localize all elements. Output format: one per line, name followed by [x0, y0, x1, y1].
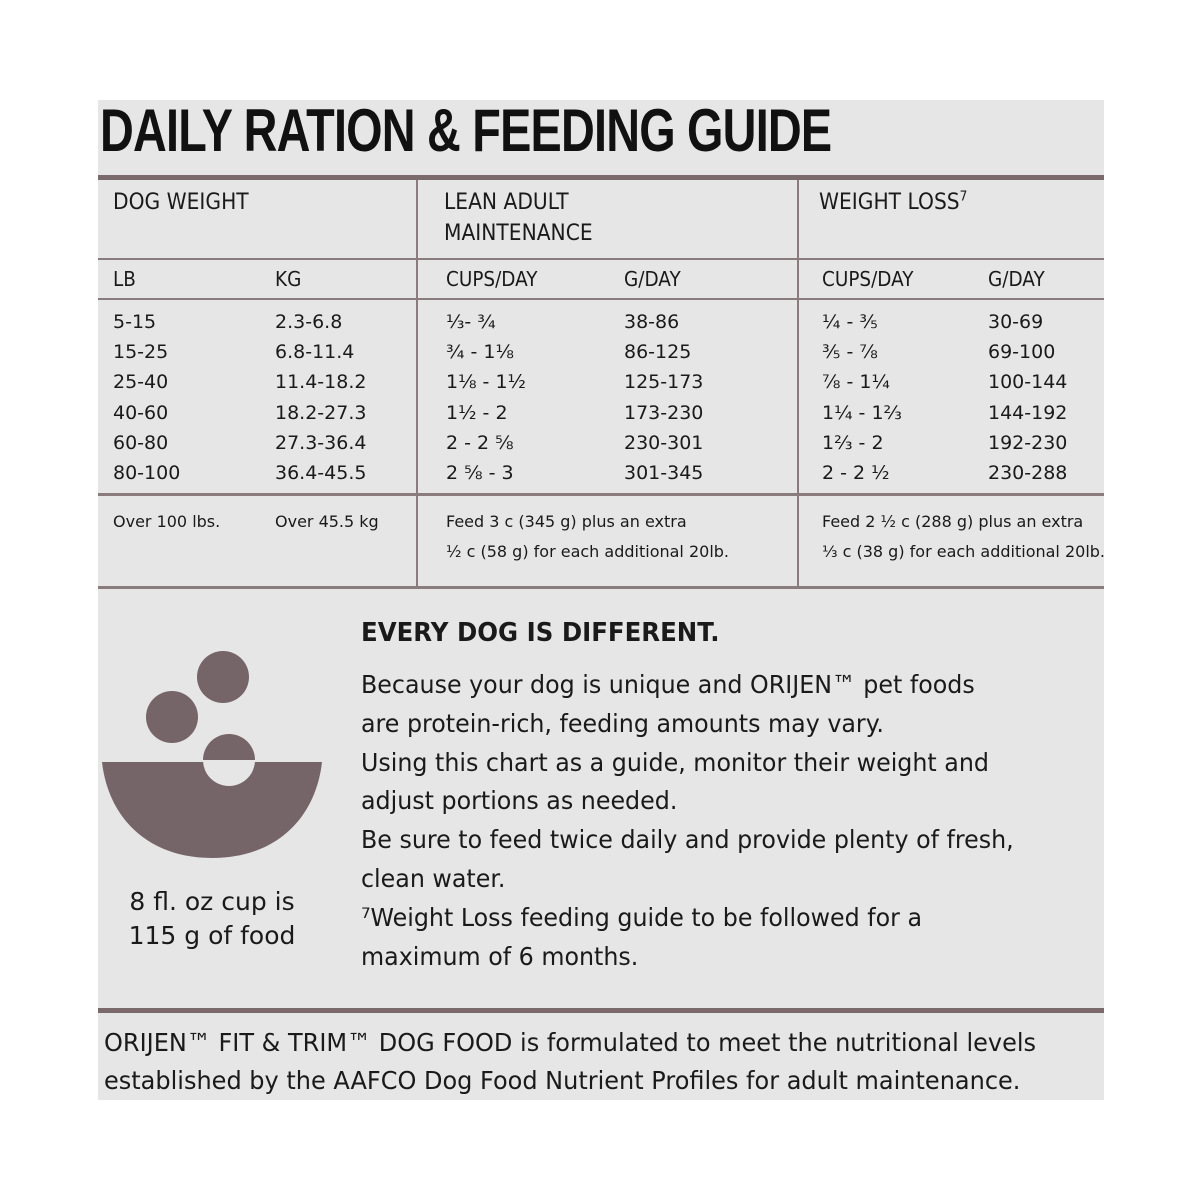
- footer-top-rule: [98, 1008, 1104, 1013]
- over-loss-cell: Feed 2 ½ c (288 g) plus an extra ⅓ c (38 g) for each additional 20lb.: [822, 512, 1105, 561]
- food-bowl-icon: [100, 648, 326, 862]
- kg-column: 2.3-6.8 6.8-11.4 11.4-18.2 18.2-27.3 27.3-36.4 36.4-45.5: [275, 311, 367, 485]
- kibble-top: [197, 651, 249, 703]
- lean-cups-column: ⅓- ¾ ¾ - 1⅛ 1⅛ - 1½ 1½ - 2 2 - 2 ⅝ 2 ⅝ - 3: [446, 311, 526, 485]
- info-line-8: maximum of 6 months.: [361, 941, 639, 971]
- data-rule: [98, 493, 1104, 496]
- over-lean-cell: Feed 3 c (345 g) plus an extra ½ c (58 g) for each additional 20lb.: [446, 512, 729, 561]
- page-title: DAILY RATION & FEEDING GUIDE: [100, 97, 832, 164]
- subheader-rule: [98, 298, 1104, 300]
- info-paragraph: [361, 666, 1101, 976]
- info-line-6: clean water.: [361, 863, 506, 893]
- loss-cups-subheader: CUPS/DAY: [822, 267, 914, 291]
- info-line-3: Using this chart as a guide, monitor their weight and: [361, 747, 989, 777]
- info-line-7: ⁷Weight Loss feeding guide to be followed for a: [361, 902, 923, 932]
- info-line-1: Because your dog is unique and ORIJEN™ pet foods: [361, 670, 975, 699]
- cup-note: 8 fl. oz cup is 115 g of food: [128, 887, 296, 950]
- footnote-marker: 7: [959, 189, 968, 205]
- lb-subheader: LB: [113, 267, 136, 291]
- lb-column: 5-15 15-25 25-40 40-60 60-80 80-100: [113, 311, 181, 485]
- table-top-rule: [98, 175, 1104, 180]
- info-line-4: adjust portions as needed.: [361, 786, 678, 816]
- info-line-2: are protein-rich, feeding amounts may vary.: [361, 708, 884, 738]
- table-bottom-rule: [98, 586, 1104, 589]
- loss-cups-column: ¼ - ⅗ ⅗ - ⅞ ⅞ - 1¼ 1¼ - 1⅔ 1⅔ - 2 2 - 2 ½: [822, 311, 902, 485]
- info-heading: EVERY DOG IS DIFFERENT.: [361, 618, 720, 648]
- column-divider-2: [797, 180, 799, 586]
- lean-grams-column: 38-86 86-125 125-173 173-230 230-301 301-345: [624, 311, 704, 485]
- lean-maintenance-header: LEAN ADULT MAINTENANCE: [444, 190, 593, 246]
- lean-grams-subheader: G/DAY: [624, 267, 681, 291]
- kibble-left: [146, 691, 198, 743]
- column-divider-1: [416, 180, 418, 586]
- header-rule: [98, 258, 1104, 260]
- over-kg-cell: Over 45.5 kg: [275, 512, 379, 531]
- over-lb-cell: Over 100 lbs.: [113, 512, 221, 531]
- lean-cups-subheader: CUPS/DAY: [446, 267, 538, 291]
- aafco-statement: ORIJEN™ FIT & TRIM™ DOG FOOD is formulated to meet the nutritional levels established by the AAFCO Dog Food Nutrient Profiles for adult maintenance.: [104, 1028, 1037, 1095]
- weight-loss-header: WEIGHT LOSS$^7$: [819, 189, 968, 215]
- dog-weight-header: DOG WEIGHT: [113, 190, 249, 215]
- loss-grams-subheader: G/DAY: [988, 267, 1045, 291]
- loss-grams-column: 30-69 69-100 100-144 144-192 192-230 230-288: [988, 311, 1068, 485]
- kg-subheader: KG: [275, 267, 302, 291]
- info-line-5: Be sure to feed twice daily and provide plenty of fresh,: [361, 825, 1014, 855]
